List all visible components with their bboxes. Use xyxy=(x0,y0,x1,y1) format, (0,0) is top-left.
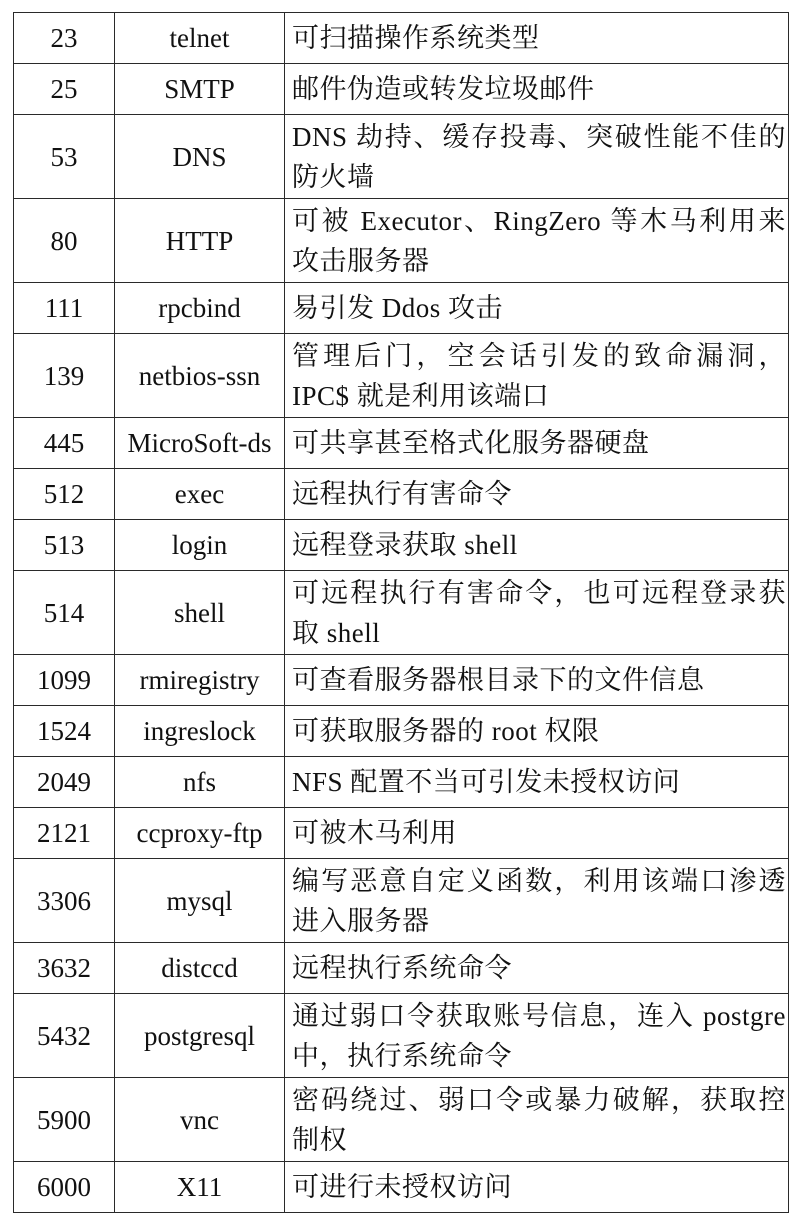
service-cell: ccproxy-ftp xyxy=(115,808,285,859)
risk-cell: 可进行未授权访问 xyxy=(285,1162,789,1213)
port-cell: 111 xyxy=(14,283,115,334)
table-row xyxy=(14,13,789,64)
port-cell: 3632 xyxy=(14,943,115,994)
port-cell: 80 xyxy=(14,199,115,283)
port-cell: 445 xyxy=(14,418,115,469)
table-row xyxy=(14,283,789,334)
service-cell: login xyxy=(115,520,285,571)
port-cell: 139 xyxy=(14,334,115,418)
table-row xyxy=(14,334,789,418)
risk-cell: 通过弱口令获取账号信息，连入 postgre中，执行系统命令 xyxy=(285,994,789,1078)
risk-cell: 远程执行系统命令 xyxy=(285,943,789,994)
risk-cell: 邮件伪造或转发垃圾邮件 xyxy=(285,64,789,115)
port-cell: 23 xyxy=(14,13,115,64)
service-cell: X11 xyxy=(115,1162,285,1213)
service-cell: DNS xyxy=(115,115,285,199)
risk-cell: 可被 Executor、RingZero 等木马利用来攻击服务器 xyxy=(285,199,789,283)
table-row xyxy=(14,64,789,115)
table-row xyxy=(14,757,789,808)
port-cell: 6000 xyxy=(14,1162,115,1213)
table-row xyxy=(14,418,789,469)
table-row xyxy=(14,994,789,1078)
risk-cell: 可获取服务器的 root 权限 xyxy=(285,706,789,757)
service-cell: SMTP xyxy=(115,64,285,115)
port-cell: 5432 xyxy=(14,994,115,1078)
port-risk-table xyxy=(13,12,789,1213)
risk-cell: 可查看服务器根目录下的文件信息 xyxy=(285,655,789,706)
table-row xyxy=(14,1078,789,1162)
risk-cell: NFS 配置不当可引发未授权访问 xyxy=(285,757,789,808)
port-cell: 512 xyxy=(14,469,115,520)
table-row xyxy=(14,469,789,520)
table-row xyxy=(14,571,789,655)
service-cell: rmiregistry xyxy=(115,655,285,706)
table-row xyxy=(14,1162,789,1213)
port-cell: 53 xyxy=(14,115,115,199)
port-cell: 5900 xyxy=(14,1078,115,1162)
port-cell: 2049 xyxy=(14,757,115,808)
table-row xyxy=(14,859,789,943)
port-cell: 25 xyxy=(14,64,115,115)
risk-cell: 可扫描操作系统类型 xyxy=(285,13,789,64)
port-cell: 513 xyxy=(14,520,115,571)
service-cell: rpcbind xyxy=(115,283,285,334)
table-row xyxy=(14,199,789,283)
service-cell: MicroSoft-ds xyxy=(115,418,285,469)
table-row xyxy=(14,943,789,994)
risk-cell: 可被木马利用 xyxy=(285,808,789,859)
service-cell: nfs xyxy=(115,757,285,808)
service-cell: vnc xyxy=(115,1078,285,1162)
risk-cell: 远程登录获取 shell xyxy=(285,520,789,571)
port-cell: 2121 xyxy=(14,808,115,859)
service-cell: postgresql xyxy=(115,994,285,1078)
port-cell: 1099 xyxy=(14,655,115,706)
risk-cell: 编写恶意自定义函数，利用该端口渗透进入服务器 xyxy=(285,859,789,943)
service-cell: HTTP xyxy=(115,199,285,283)
risk-cell: 远程执行有害命令 xyxy=(285,469,789,520)
risk-cell: 易引发 Ddos 攻击 xyxy=(285,283,789,334)
service-cell: netbios-ssn xyxy=(115,334,285,418)
table-row xyxy=(14,655,789,706)
service-cell: mysql xyxy=(115,859,285,943)
service-cell: telnet xyxy=(115,13,285,64)
service-cell: shell xyxy=(115,571,285,655)
risk-cell: 可共享甚至格式化服务器硬盘 xyxy=(285,418,789,469)
service-cell: distccd xyxy=(115,943,285,994)
table-row xyxy=(14,706,789,757)
table-row xyxy=(14,115,789,199)
service-cell: exec xyxy=(115,469,285,520)
port-cell: 514 xyxy=(14,571,115,655)
table-row xyxy=(14,520,789,571)
port-cell: 3306 xyxy=(14,859,115,943)
risk-cell: 可远程执行有害命令，也可远程登录获取 shell xyxy=(285,571,789,655)
risk-cell: DNS 劫持、缓存投毒、突破性能不佳的防火墙 xyxy=(285,115,789,199)
port-cell: 1524 xyxy=(14,706,115,757)
risk-cell: 管理后门，空会话引发的致命漏洞，IPC$ 就是利用该端口 xyxy=(285,334,789,418)
table-row xyxy=(14,808,789,859)
service-cell: ingreslock xyxy=(115,706,285,757)
risk-cell: 密码绕过、弱口令或暴力破解，获取控制权 xyxy=(285,1078,789,1162)
